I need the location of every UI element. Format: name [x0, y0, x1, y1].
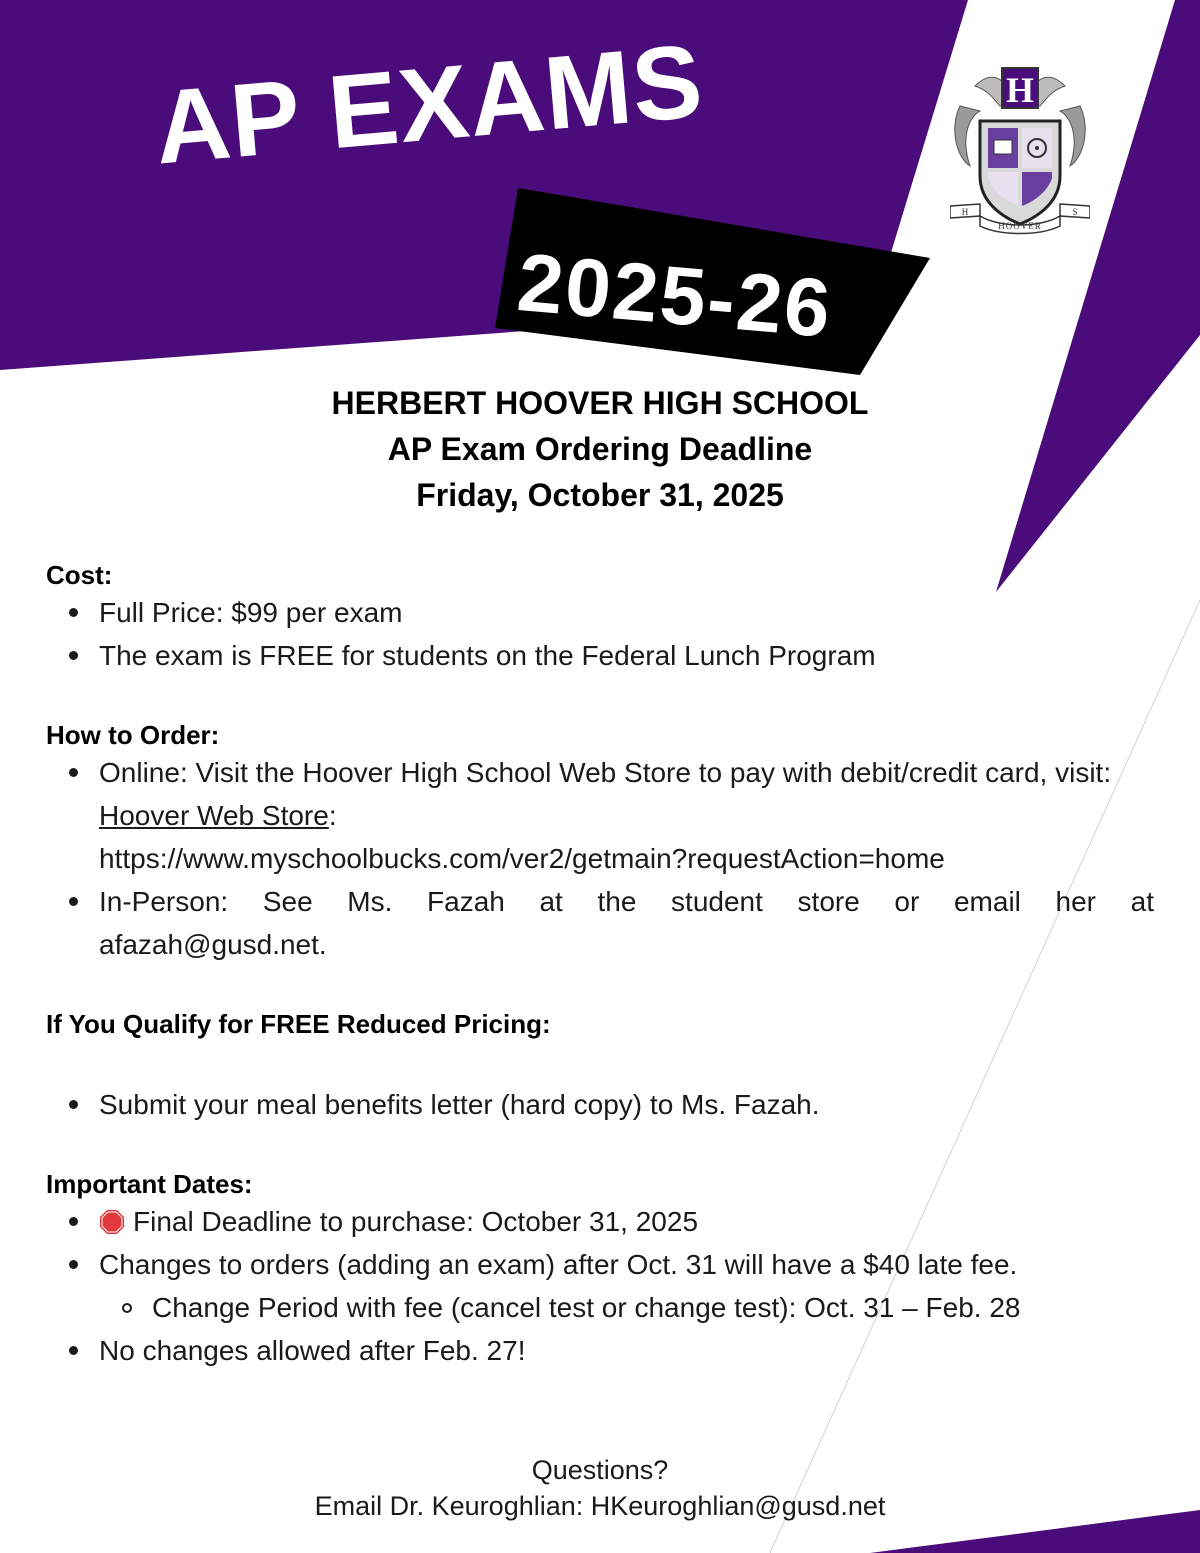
list-item: No changes allowed after Feb. 27!	[46, 1329, 1154, 1372]
school-crest-logo	[950, 66, 1090, 236]
crest-letter: H	[1005, 70, 1035, 110]
crest-right-letter: S	[1072, 207, 1078, 217]
deadline-heading: AP Exam Ordering Deadline	[387, 431, 813, 467]
list-item-online: Online: Visit the Hoover High School Web Store to pay with debit/credit card, visit: Hoover Web Store: https://www.myschoolbucks.com/ver2/getmain?requestAction=home	[46, 751, 1154, 880]
reduced-title: If You Qualify for FREE Reduced Pricing:	[46, 1009, 551, 1039]
crest-left-letter: H	[961, 207, 969, 217]
order-title: How to Order:	[46, 720, 220, 750]
contact-email[interactable]: Email Dr. Keuroghlian: HKeuroghlian@gusd.net	[314, 1491, 886, 1521]
stop-sign-icon	[99, 1209, 125, 1235]
dates-section	[46, 1169, 1154, 1372]
list-item: Full Price: $99 per exam	[46, 591, 1154, 634]
dates-title: Important Dates:	[46, 1169, 253, 1199]
list-item: Changes to orders (adding an exam) after Oct. 31 will have a $40 late fee.	[46, 1243, 1154, 1286]
cost-title: Cost:	[46, 560, 113, 590]
headline	[0, 380, 1200, 518]
school-name: HERBERT HOOVER HIGH SCHOOL	[331, 385, 869, 421]
main-content	[46, 560, 1154, 1372]
order-section	[46, 720, 1154, 966]
deadline-date: Friday, October 31, 2025	[416, 477, 784, 513]
list-item-in-person: In-Person: See Ms. Fazah at the student store or email her at afazah@gusd.net.	[46, 880, 1154, 966]
footer	[0, 1452, 1200, 1524]
questions-label: Questions?	[531, 1455, 669, 1485]
list-item: Submit your meal benefits letter (hard copy) to Ms. Fazah.	[46, 1083, 1154, 1126]
list-item-final-deadline: Final Deadline to purchase: October 31, 2025	[46, 1200, 1154, 1243]
reduced-section	[46, 1009, 1154, 1126]
list-item: The exam is FREE for students on the Federal Lunch Program	[46, 634, 1154, 677]
web-store-url[interactable]: https://www.myschoolbucks.com/ver2/getmain?requestAction=home	[99, 843, 945, 874]
fazah-email[interactable]: afazah@gusd.net.	[99, 929, 327, 960]
list-item-change-period: Change Period with fee (cancel test or change test): Oct. 31 – Feb. 28	[99, 1286, 1154, 1329]
school-year: 2025-26	[513, 236, 836, 356]
crest-banner-text: HOOVER	[998, 221, 1042, 231]
web-store-link[interactable]: Hoover Web Store	[99, 800, 329, 831]
cost-section	[46, 560, 1154, 677]
page-title: AP EXAMS	[150, 23, 708, 187]
